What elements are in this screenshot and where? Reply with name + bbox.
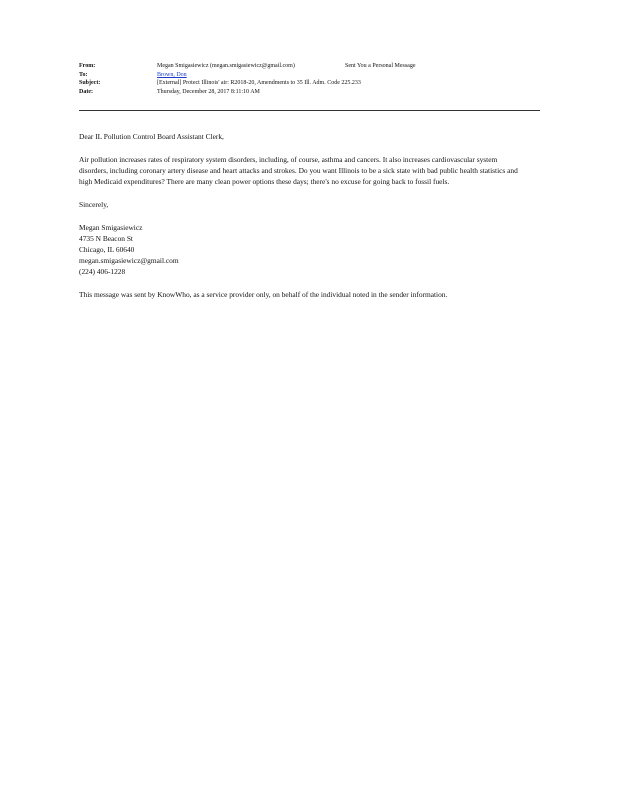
date-value: Thursday, December 28, 2017 8:11:10 AM <box>157 88 260 95</box>
body-paragraph: Air pollution increases rates of respiratory system disorders, including, of course, asthma and cancers. It also increases cardiovascular system disorders, including coronary artery disease and heart attacks and strokes. Do you want Illinois to be a sick state with bad public health statistics and high Medicaid expenditures? There are many clean power options these days; there's no excuse for going back to fossil fuels. <box>79 155 518 186</box>
signature-phone: (224) 406-1228 <box>79 267 126 276</box>
from-label: From: <box>79 63 96 69</box>
date-label: Date: <box>79 88 93 95</box>
subject-row <box>79 79 539 88</box>
greeting: Dear IL Pollution Control Board Assistant Clerk, <box>79 132 224 141</box>
subject-label: Subject: <box>79 80 101 86</box>
email-header <box>79 62 539 96</box>
from-value: Megan Smigasiewicz (megan.smigasiewicz@gmail.com) <box>157 63 295 69</box>
sent-note: Sent You a Personal Message <box>345 63 416 69</box>
signature-street: 4735 N Beacon St <box>79 234 133 243</box>
to-row <box>79 71 539 80</box>
signature-email: megan.smigasiewicz@gmail.com <box>79 256 179 265</box>
closing: Sincerely, <box>79 200 109 209</box>
signature-city: Chicago, IL 60640 <box>79 245 135 254</box>
date-row <box>79 88 539 97</box>
subject-value: [External] Protect Illinois' air: R2018-20, Amendments to 35 Ill. Adm. Code 225.233 <box>157 80 361 86</box>
signature-name: Megan Smigasiewicz <box>79 223 143 232</box>
from-row <box>79 62 539 71</box>
to-label: To: <box>79 71 88 78</box>
footer-note: This message was sent by KnowWho, as a service provider only, on behalf of the individual noted in the sender information. <box>79 290 448 299</box>
signature-block <box>79 222 524 277</box>
to-value-link[interactable]: Brown, Don <box>157 71 187 78</box>
header-divider <box>79 110 540 111</box>
email-body <box>79 131 524 312</box>
